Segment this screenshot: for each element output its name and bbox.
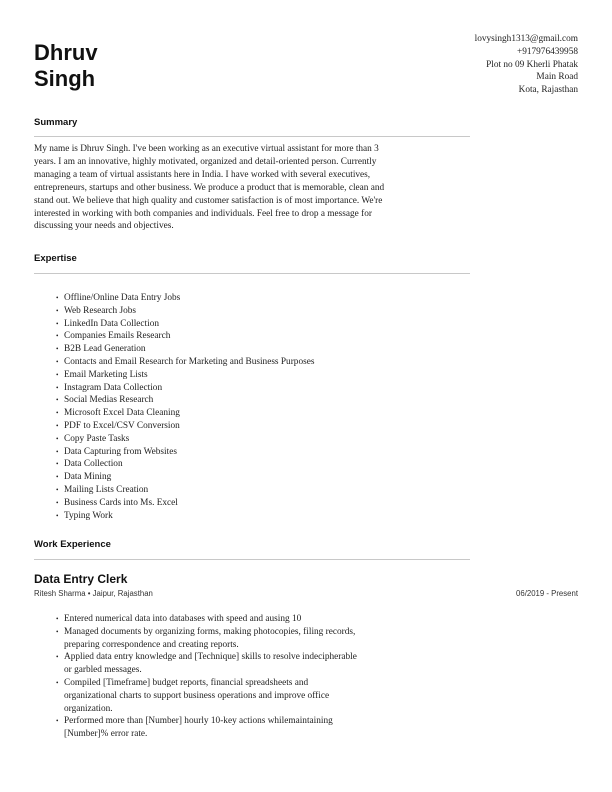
expertise-item: • Offline/Online Data Entry Jobs: [64, 292, 314, 305]
first-name: Dhruv: [34, 40, 98, 65]
job-bullet-line: [Number]% error rate.: [64, 729, 148, 740]
job-bullet: [64, 613, 357, 626]
expertise-item: • Email Marketing Lists: [64, 369, 314, 382]
divider: [34, 136, 470, 137]
expertise-item: • B2B Lead Generation: [64, 343, 314, 356]
job-bullet-line: • Entered numerical data into databases with speed and ausing 10: [64, 614, 302, 624]
phone: +917976439958: [516, 46, 578, 57]
job-bullets: [64, 613, 357, 741]
expertise-item: • Typing Work: [64, 510, 314, 523]
summary-line: years. I am an innovative, highly motivated, organized and detail-oriented person. Currently: [34, 156, 377, 167]
expertise-item: • Web Research Jobs: [64, 305, 314, 318]
expertise-list: [64, 292, 314, 522]
address-line-2: Main Road: [536, 72, 578, 83]
expertise-item: • Data Mining: [64, 471, 314, 484]
expertise-item: • Business Cards into Ms. Excel: [64, 497, 314, 510]
summary-heading: Summary: [34, 117, 78, 128]
job-bullet-line: • Performed more than [Number] hourly 10-key actions whilemaintaining: [64, 716, 333, 727]
expertise-heading: Expertise: [34, 253, 77, 264]
expertise-item: • Data Collection: [64, 458, 314, 471]
expertise-item: • Microsoft Excel Data Cleaning: [64, 407, 314, 420]
job-bullet-line: preparing correspondence and creating reports.: [64, 639, 239, 650]
candidate-name: [34, 40, 98, 92]
summary-line: interested in working with both companies and individuals. Feel free to drop a message for: [34, 208, 372, 219]
job-bullet: [64, 677, 357, 715]
job-bullet-line: or garbled messages.: [64, 665, 142, 676]
expertise-item: • Copy Paste Tasks: [64, 433, 314, 446]
divider: [34, 273, 470, 274]
expertise-item: • Mailing Lists Creation: [64, 484, 314, 497]
summary-line: entrepreneurs, startups and other business. We produce a product that is memorable, clean and: [34, 182, 385, 193]
job-bullet-line: • Managed documents by organizing forms, making photocopies, filing records,: [64, 626, 356, 637]
job-bullet-line: • Applied data entry knowledge and [Technique] skills to resolve indecipherable: [64, 652, 357, 663]
job-title: Data Entry Clerk: [34, 572, 128, 586]
expertise-item: • Contacts and Email Research for Marketing and Business Purposes: [64, 356, 314, 369]
job-bullet: [64, 651, 357, 677]
work-experience-heading: Work Experience: [34, 539, 111, 550]
address-line-1: Plot no 09 Kherli Phatak: [486, 59, 578, 70]
summary-line: stand out. We believe that high quality and customer satisfaction is of most importance. We're: [34, 195, 383, 206]
expertise-item: • Social Medias Research: [64, 394, 314, 407]
divider: [34, 559, 470, 560]
expertise-item: • Data Capturing from Websites: [64, 446, 314, 459]
job-bullet-line: organizational charts to support business operations and improve office: [64, 690, 330, 701]
expertise-item: • LinkedIn Data Collection: [64, 318, 314, 331]
summary-text: [34, 143, 384, 233]
last-name: Singh: [34, 66, 96, 91]
summary-line: managing a team of virtual assistants here in India. I have worked with several executives,: [34, 169, 371, 180]
expertise-item: • PDF to Excel/CSV Conversion: [64, 420, 314, 433]
job-bullet: [64, 715, 357, 741]
job-bullet-line: organization.: [64, 703, 113, 714]
contact-info: [475, 33, 578, 97]
expertise-item: • Instagram Data Collection: [64, 382, 314, 395]
summary-line: discussing your needs and objectives.: [34, 221, 174, 232]
job-dates: 06/2019 - Present: [516, 589, 578, 598]
job-bullet: [64, 626, 357, 652]
expertise-item: • Companies Emails Research: [64, 330, 314, 343]
email: lovysingh1313@gmail.com: [474, 34, 578, 44]
summary-line: My name is Dhruv Singh. I've been working as an executive virtual assistant for more than 3: [34, 144, 379, 154]
job-bullet-line: • Compiled [Timeframe] budget reports, financial spreadsheets and: [64, 677, 309, 688]
address-line-3: Kota, Rajasthan: [518, 85, 578, 96]
job-employer: Ritesh Sharma • Jaipur, Rajasthan: [34, 589, 153, 598]
